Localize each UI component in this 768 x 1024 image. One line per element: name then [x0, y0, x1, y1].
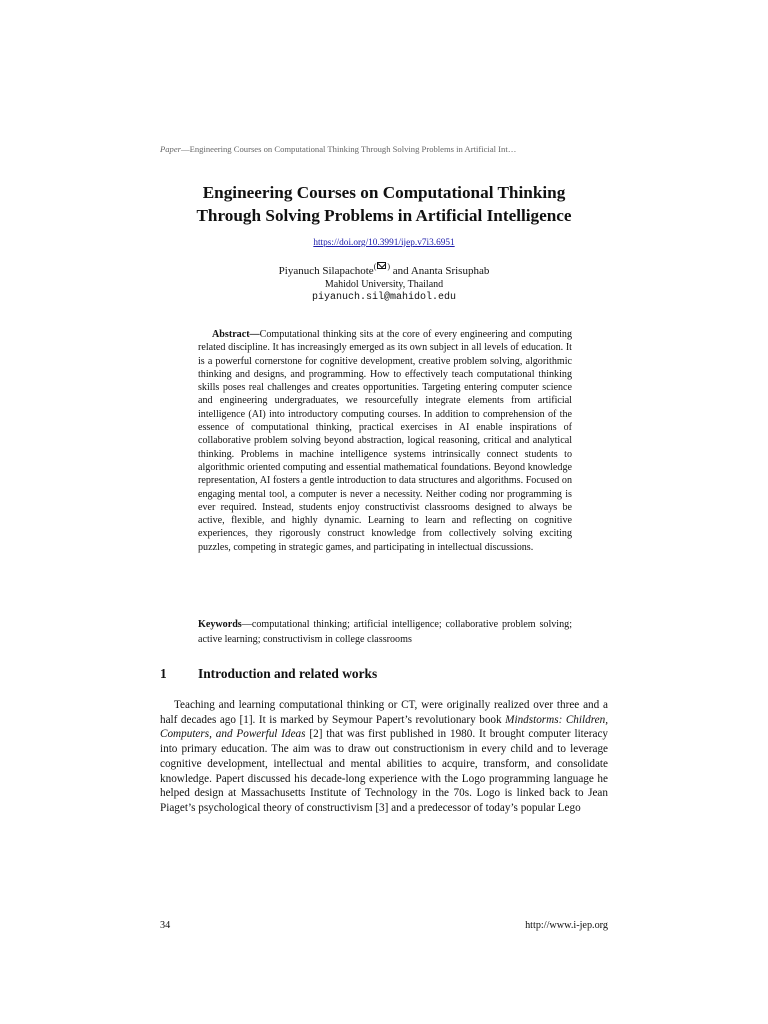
- author-1-name: Piyanuch Silapachote: [278, 265, 374, 277]
- section-number: 1: [160, 666, 167, 681]
- abstract-text: Computational thinking sits at the core of every engineering and computing related discipline. It has increasingly emerged as its own subject in all levels of education. It is a powerful cornerstone for cognitive development, creative problem solving, algorithmic thinking and designs, and programming. How to effectively teach computational thinking skills poses real challenges and creates opportunities. Targeting entering computer science and engineering undergraduates, we resourcefully integrate elements from artificial intelligence (AI) into introductory computing courses. In addition to comprehension of the essence of computational thinking, practical exercises in AI enable inspirations of collaborative problem solving beyond abstraction, logical reasoning, critical and analytical thinking. Problems in machine intelligence systems intrinsically connect students to algorithmic oriented computing and essential mathematical foundations. Beyond knowledge representation, AI fosters a gentle introduction to data structures and algorithms. Focused on engaging mental tool, a computer is never a necessity. Neither coding nor programming is ever required. Instead, students enjoy constructivist classrooms designed to always be active, flexible, and highly dynamic. Learning to learn and reflecting on cognitive experiences, they rigorously construct knowledge from collectively solving exciting puzzles, competing in strategic games, and participating in intellectual discussions.: [198, 329, 572, 553]
- running-header-label: Paper: [160, 144, 182, 154]
- paper-title-line-2: Through Solving Problems in Artificial Intelligence: [196, 206, 572, 225]
- keywords: [198, 617, 572, 647]
- keywords-text: —computational thinking; artificial intelligence; collaborative problem solving; active learning; constructivism in college classrooms: [198, 619, 572, 645]
- body-paragraph: [160, 698, 608, 816]
- section-title: Introduction and related works: [198, 666, 378, 681]
- section-heading: [160, 666, 608, 682]
- affiliation: Mahidol University, Thailand: [324, 279, 444, 290]
- author-connector: and: [390, 265, 411, 277]
- abstract: [198, 328, 572, 554]
- running-header: [160, 144, 608, 154]
- doi-link[interactable]: https://doi.org/10.3991/ijep.v7i3.6951: [313, 238, 455, 248]
- abstract-label: Abstract—: [212, 329, 260, 340]
- paper-title: [120, 181, 648, 227]
- keywords-label: Keywords: [198, 619, 242, 630]
- book-title: Mindstorms: Children, Computers, and Powerful Ideas: [160, 713, 609, 741]
- doi-line: [160, 238, 608, 248]
- envelope-icon: [377, 262, 386, 269]
- corresponding-marker-close: ): [387, 262, 391, 271]
- author-line: [160, 264, 608, 279]
- body-text-part-1: Teaching and learning computational thinking or CT, were originally realized over three and a half decades ago [1]. It is marked by Seymour Papert’s revolutionary book: [160, 699, 608, 726]
- running-header-title: —Engineering Courses on Computational Thinking Through Solving Problems in Artificial Int…: [181, 144, 517, 154]
- corresponding-marker-open: (: [373, 262, 377, 271]
- author-email: piyanuch.sil@mahidol.edu: [311, 292, 457, 303]
- body-text-part-2: [2] that was first published in 1980. It brought computer literacy into primary education. The aim was to draw out constructionism in every child and to leverage cognitive development, intellectual and mental abilities to acquire, transform, and consolidate knowledge. Papert discussed his decade-long experience with the Logo programming language he helped design at Massachusetts Institute of Technology in the 70s. Logo is linked back to Jean Piaget’s psychological theory of constructivism [3] and a predecessor of today’s popular Lego: [160, 728, 609, 814]
- author-2-name: Ananta Srisuphab: [410, 265, 490, 277]
- page-number: 34: [160, 920, 171, 931]
- paper-title-line-1: Engineering Courses on Computational Thinking: [202, 183, 566, 202]
- journal-url[interactable]: http://www.i-jep.org: [525, 920, 608, 931]
